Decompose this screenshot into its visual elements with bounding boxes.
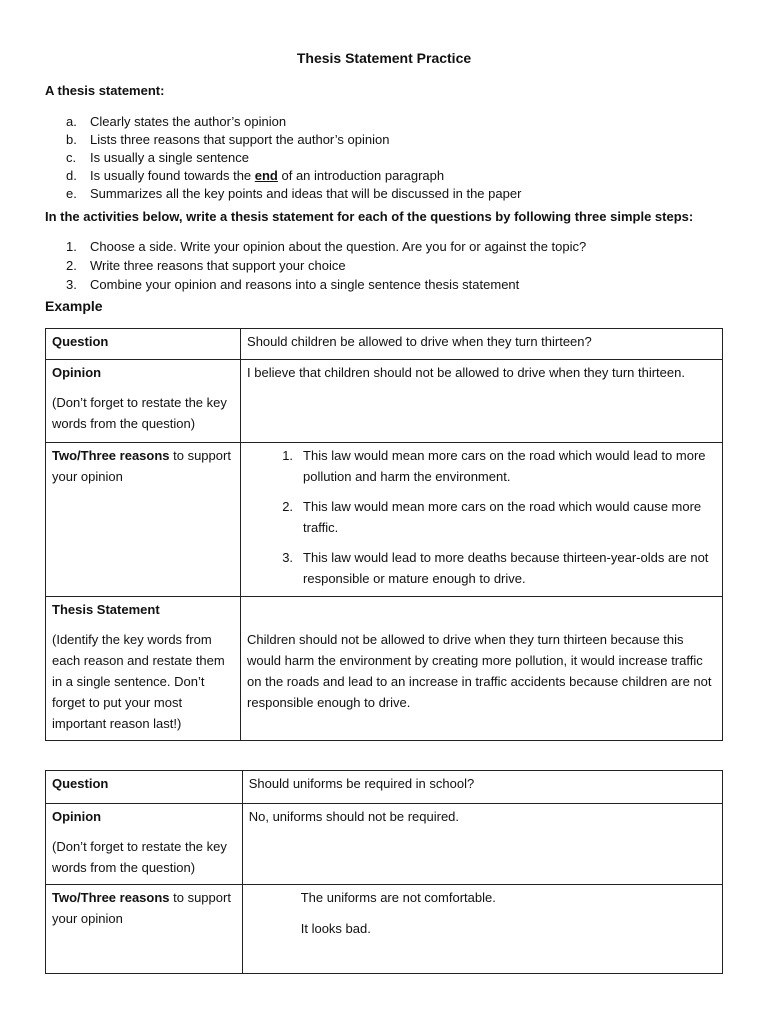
practice-table bbox=[45, 770, 723, 974]
list-item: It looks bad. bbox=[300, 921, 371, 936]
opinion-note: (Don’t forget to restate the key words from the question) bbox=[52, 395, 227, 431]
list-item: 3. This law would lead to more deaths because thirteen-year-olds are not responsible or mature enough to drive. bbox=[282, 550, 709, 586]
question-label: Question bbox=[52, 776, 109, 791]
list-item: e. Summarizes all the key points and ideas that will be discussed in the paper bbox=[66, 186, 522, 201]
page-title: Thesis Statement Practice bbox=[296, 50, 472, 66]
opinion-note: (Don’t forget to restate the key words from the question) bbox=[52, 839, 227, 875]
table-row bbox=[46, 329, 723, 360]
list-item: 3. Combine your opinion and reasons into a single sentence thesis statement bbox=[66, 277, 520, 292]
thesis-note: (Identify the key words from each reason and restate them in a single sentence. Don’t forget to put your most important reason last!) bbox=[52, 632, 225, 731]
features-list bbox=[66, 113, 521, 203]
intro-label: A thesis statement: bbox=[45, 83, 165, 98]
list-item: 1. This law would mean more cars on the road which would lead to more pollution and harm the environment. bbox=[282, 448, 706, 484]
table-row bbox=[46, 443, 723, 597]
reasons-list bbox=[241, 443, 722, 591]
table-row bbox=[46, 771, 723, 804]
thesis-text: Children should not be allowed to drive when they turn thirteen because this would harm the environment by creating more pollution, it would increase traffic on the roads and lead to an increase in traffic accidents because children are not responsible enough to drive. bbox=[247, 632, 712, 710]
table-row bbox=[46, 885, 723, 974]
thesis-label: Thesis Statement bbox=[52, 602, 160, 617]
list-item: 2. This law would mean more cars on the road which would cause more traffic. bbox=[282, 499, 702, 535]
instructions: In the activities below, write a thesis statement for each of the questions by following three simple steps: bbox=[45, 209, 694, 224]
opinion-text: I believe that children should not be allowed to drive when they turn thirteen. bbox=[247, 365, 685, 380]
question-text: Should uniforms be required in school? bbox=[248, 776, 475, 791]
list-item: a. Clearly states the author’s opinion bbox=[66, 114, 287, 129]
list-item: 2. Write three reasons that support your choice bbox=[66, 258, 346, 273]
list-item: c. Is usually a single sentence bbox=[66, 150, 249, 165]
list-item: d. Is usually found towards the end of an introduction paragraph bbox=[66, 168, 445, 183]
opinion-text: No, uniforms should not be required. bbox=[248, 809, 460, 824]
reasons-label: Two/Three reasons to support your opinion bbox=[52, 890, 231, 926]
table-row bbox=[46, 360, 723, 443]
example-table bbox=[45, 328, 723, 741]
list-item: b. Lists three reasons that support the author’s opinion bbox=[66, 132, 390, 147]
list-item: The uniforms are not comfortable. bbox=[300, 890, 496, 905]
example-heading: Example bbox=[45, 298, 103, 314]
question-text: Should children be allowed to drive when they turn thirteen? bbox=[247, 334, 592, 349]
opinion-label: Opinion bbox=[52, 365, 102, 380]
reasons-list bbox=[243, 885, 722, 951]
emphasis-end: end bbox=[254, 168, 278, 183]
table-row bbox=[46, 597, 723, 741]
steps-list bbox=[66, 238, 586, 294]
question-label: Question bbox=[52, 334, 109, 349]
table-row bbox=[46, 804, 723, 885]
reasons-label: Two/Three reasons to support your opinion bbox=[52, 448, 231, 484]
list-item: 1. Choose a side. Write your opinion about the question. Are you for or against the topic? bbox=[66, 239, 587, 254]
opinion-label: Opinion bbox=[52, 809, 102, 824]
